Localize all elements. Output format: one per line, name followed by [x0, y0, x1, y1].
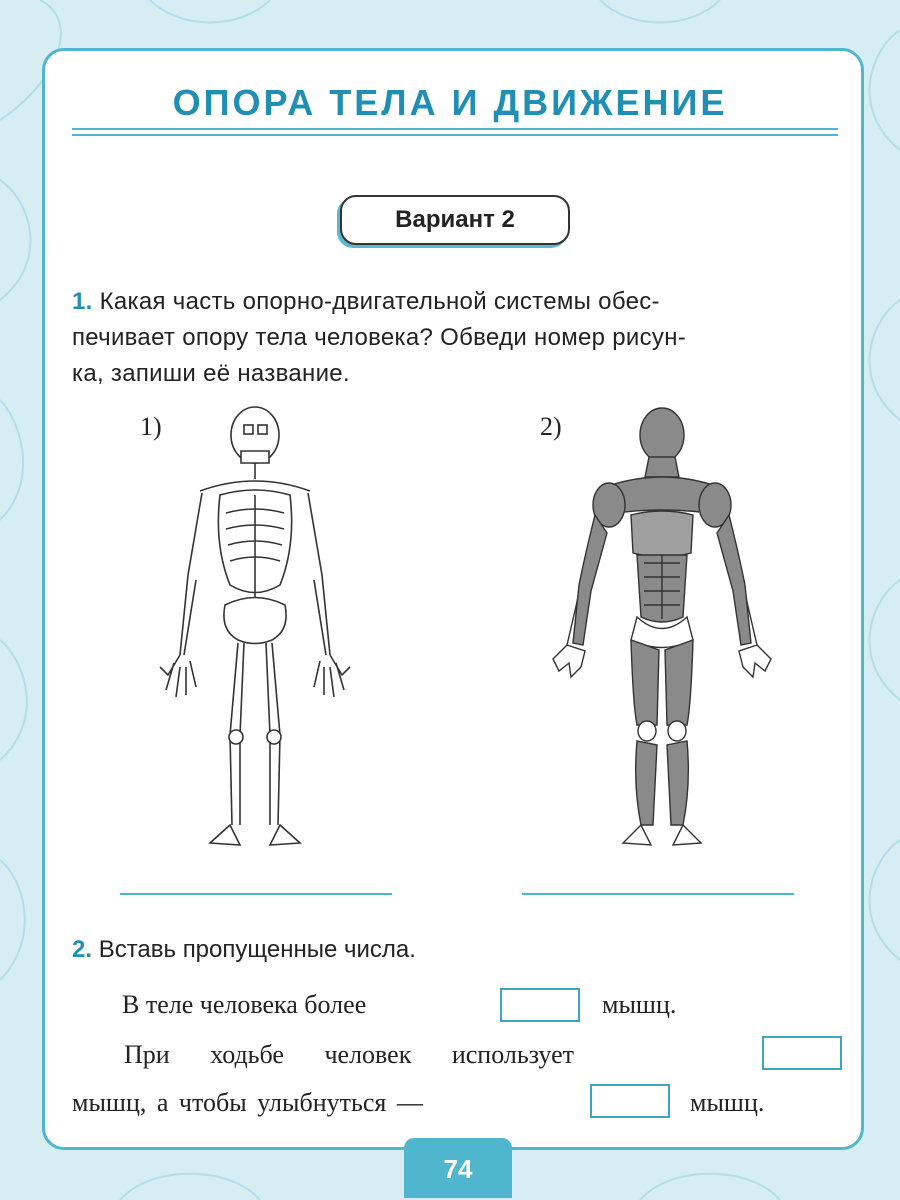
sentence-3-end: мышц.	[690, 1088, 765, 1117]
sentence-1-end: мышц.	[602, 990, 677, 1019]
title-underline-top	[72, 128, 838, 130]
question-1-line-2: печивает опору тела человека? Обведи номер рисун-	[72, 324, 687, 351]
answer-box-2[interactable]	[762, 1036, 842, 1070]
title-underline-bottom	[72, 134, 838, 136]
skeleton-icon[interactable]	[140, 405, 370, 850]
question-1-line-3: ка, запиши её название.	[72, 360, 350, 387]
question-1-line-1: Какая часть опорно-двигательной системы обес-	[99, 288, 660, 315]
question-2-number: 2.	[72, 936, 93, 963]
answer-box-3[interactable]	[590, 1084, 670, 1118]
answer-line-2[interactable]	[522, 893, 794, 895]
question-1	[72, 284, 842, 392]
figure-1-label[interactable]: 1)	[140, 412, 162, 441]
page-number: 74	[404, 1138, 512, 1198]
sentence-2-start: При ходьбе человек использует	[124, 1040, 574, 1069]
page-title: ОПОРА ТЕЛА И ДВИЖЕНИЕ	[172, 82, 728, 123]
answer-line-1[interactable]	[120, 893, 392, 895]
question-1-number: 1.	[72, 288, 93, 315]
muscle-body-icon[interactable]	[545, 405, 780, 850]
sentence-1-start: В теле человека более	[122, 990, 367, 1019]
figure-2-label[interactable]: 2)	[540, 412, 562, 441]
question-2-text: Вставь пропущенные числа.	[98, 936, 416, 963]
sentence-3-start: мышц, а чтобы улыбнуться —	[72, 1088, 423, 1117]
answer-box-1[interactable]	[500, 988, 580, 1022]
variant-badge: Вариант 2	[340, 195, 570, 245]
question-2	[72, 936, 416, 964]
